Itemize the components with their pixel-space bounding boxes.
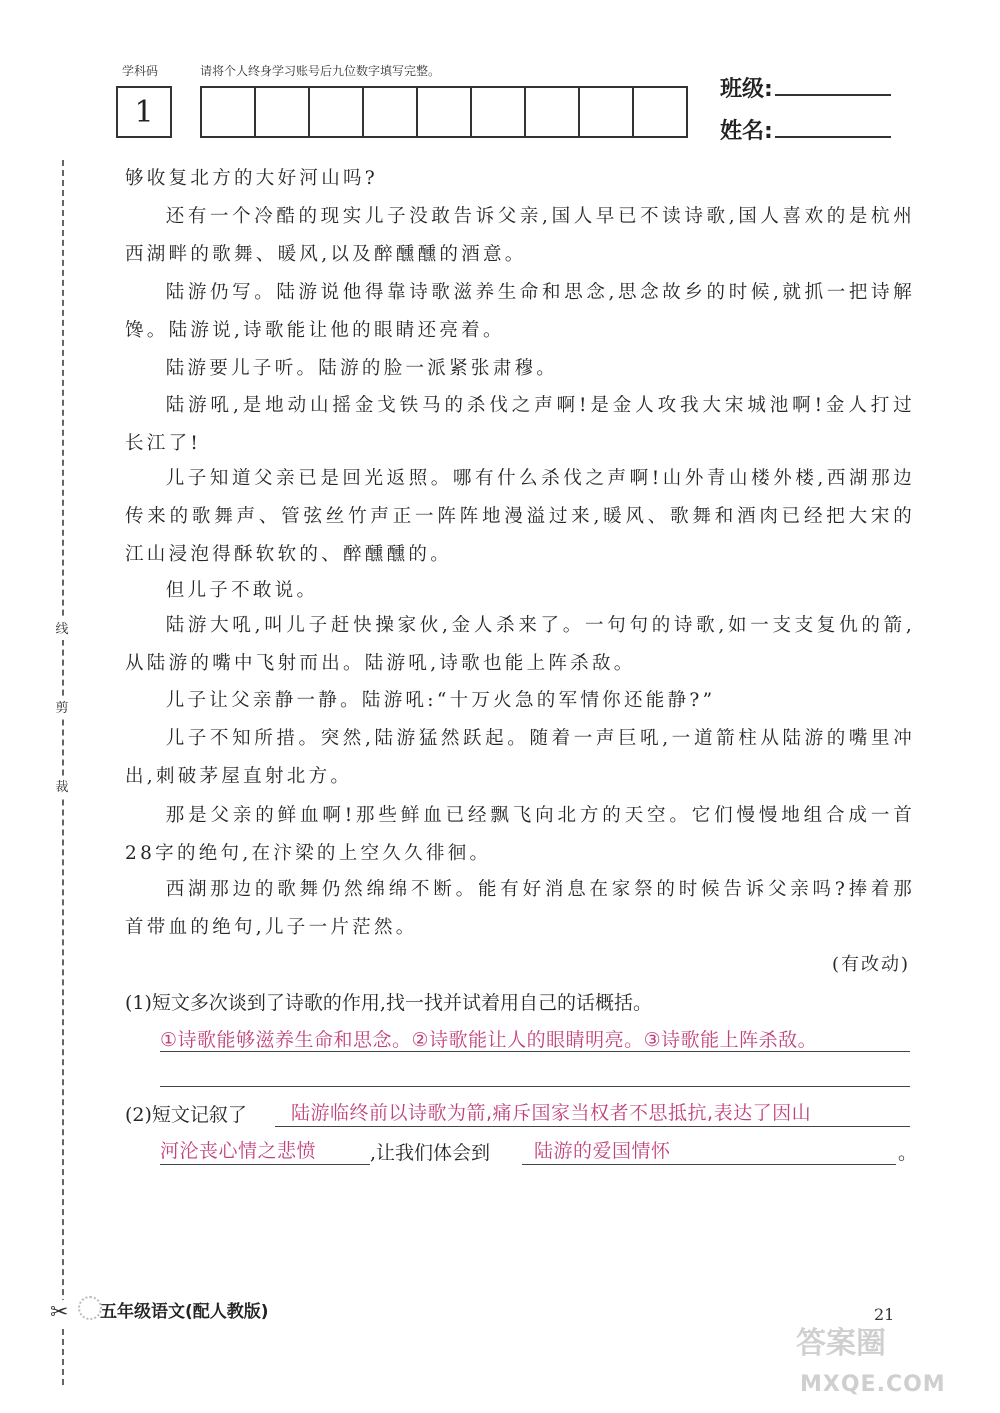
question-2-blank-1[interactable] xyxy=(275,1098,910,1127)
subject-code-label: 学科码 xyxy=(122,64,159,78)
digit-box[interactable] xyxy=(580,88,634,136)
class-label: 班级: xyxy=(720,77,773,102)
cut-char-cai: 裁 xyxy=(52,776,72,798)
passage-paragraph: 那是父亲的鲜血啊!那些鲜血已经飘飞向北方的天空。它们慢慢地组合成一首28字的绝句,在汴梁的上空久久徘徊。 xyxy=(125,805,915,864)
digit-box[interactable] xyxy=(202,88,256,136)
question-1-blank-line[interactable] xyxy=(160,1060,910,1087)
digit-box[interactable] xyxy=(418,88,472,136)
passage-paragraph: 但儿子不敢说。 xyxy=(165,580,319,601)
cut-char-jian: 剪 xyxy=(52,697,72,719)
question-2-answer-1-line-1: 陆游临终前以诗歌为箭,痛斥国家当权者不思抵抗,表达了因山 xyxy=(291,1102,812,1124)
question-2-blank-1-cont[interactable] xyxy=(160,1136,370,1165)
digit-box[interactable] xyxy=(634,88,686,136)
question-1-answer-line[interactable] xyxy=(160,1025,910,1052)
question-2-blank-2[interactable] xyxy=(522,1136,896,1165)
cut-char-xian: 线 xyxy=(52,618,72,640)
passage-paragraph: 陆游要儿子听。陆游的脸一派紧张肃穆。 xyxy=(165,358,559,379)
page-number: 21 xyxy=(874,1305,895,1324)
digit-box[interactable] xyxy=(472,88,526,136)
watermark-logo: 答案圈 xyxy=(796,1326,886,1361)
passage-paragraph: 西湖那边的歌舞仍然绵绵不断。能有好消息在家祭的时候告诉父亲吗?捧着那首带血的绝句,儿子一片茫然。 xyxy=(125,879,915,938)
book-title: 五年级语文(配人教版) xyxy=(100,1302,269,1322)
passage-paragraph: 陆游仍写。陆游说他得靠诗歌滋养生命和思念,思念故乡的时候,就抓一把诗解馋。陆游说,诗歌能让他的眼睛还亮着。 xyxy=(125,282,915,341)
passage-paragraph: 儿子让父亲静一静。陆游吼:“十万火急的军情你还能静?” xyxy=(165,690,716,711)
passage-paragraph: 够收复北方的大好河山吗? xyxy=(125,168,379,189)
question-2-answer-2: 陆游的爱国情怀 xyxy=(534,1140,671,1162)
watermark-url: MXQE.COM xyxy=(800,1372,946,1397)
question-1-answer: ①诗歌能够滋养生命和思念。②诗歌能让人的眼睛明亮。③诗歌能上阵杀敌。 xyxy=(160,1029,818,1051)
name-field[interactable] xyxy=(775,136,891,138)
passage-paragraph: 陆游大吼,叫儿子赶快操家伙,金人杀来了。一句句的诗歌,如一支支复仇的箭,从陆游的嘴中飞射而出。陆游吼,诗歌也能上阵杀敌。 xyxy=(125,615,915,674)
passage-paragraph: 儿子不知所措。突然,陆游猛然跃起。随着一声巨吼,一道箭柱从陆游的嘴里冲出,刺破茅屋直射北方。 xyxy=(125,728,915,787)
question-2-middle: ,让我们体会到 xyxy=(370,1142,491,1164)
passage-paragraph: 儿子知道父亲已是回光返照。哪有什么杀伐之声啊!山外青山楼外楼,西湖那边传来的歌舞声、管弦丝竹声正一阵阵地漫溢过来,暖风、歌舞和酒肉已经把大宋的江山浸泡得酥软软的、醉醺醺的。 xyxy=(125,468,915,565)
account-digit-boxes[interactable] xyxy=(200,86,688,138)
passage-paragraph: 陆游吼,是地动山摇金戈铁马的杀伐之声啊!是金人攻我大宋城池啊!金人打过长江了! xyxy=(125,395,915,454)
subject-code-box: 1 xyxy=(116,86,172,138)
class-field[interactable] xyxy=(775,94,891,96)
name-label: 姓名: xyxy=(720,119,773,144)
account-instruction: 请将个人终身学习账号后九位数字填写完整。 xyxy=(200,64,441,78)
question-2-end: 。 xyxy=(898,1142,918,1164)
digit-box[interactable] xyxy=(526,88,580,136)
question-2-prefix: (2)短文记叙了 xyxy=(125,1104,247,1126)
digit-box[interactable] xyxy=(256,88,310,136)
scissors-icon: ✂ xyxy=(50,1300,69,1325)
question-1-prompt: (1)短文多次谈到了诗歌的作用,找一找并试着用自己的话概括。 xyxy=(125,992,652,1014)
cut-dashed-line xyxy=(62,160,64,1385)
source-note: (有改动) xyxy=(831,954,910,975)
footer-ornament-icon xyxy=(78,1296,102,1320)
digit-box[interactable] xyxy=(364,88,418,136)
passage-paragraph: 还有一个冷酷的现实儿子没敢告诉父亲,国人早已不读诗歌,国人喜欢的是杭州西湖畔的歌舞、暖风,以及醉醺醺的酒意。 xyxy=(125,206,915,265)
question-2-answer-1-line-2: 河沦丧心情之悲愤 xyxy=(160,1140,317,1162)
digit-box[interactable] xyxy=(310,88,364,136)
